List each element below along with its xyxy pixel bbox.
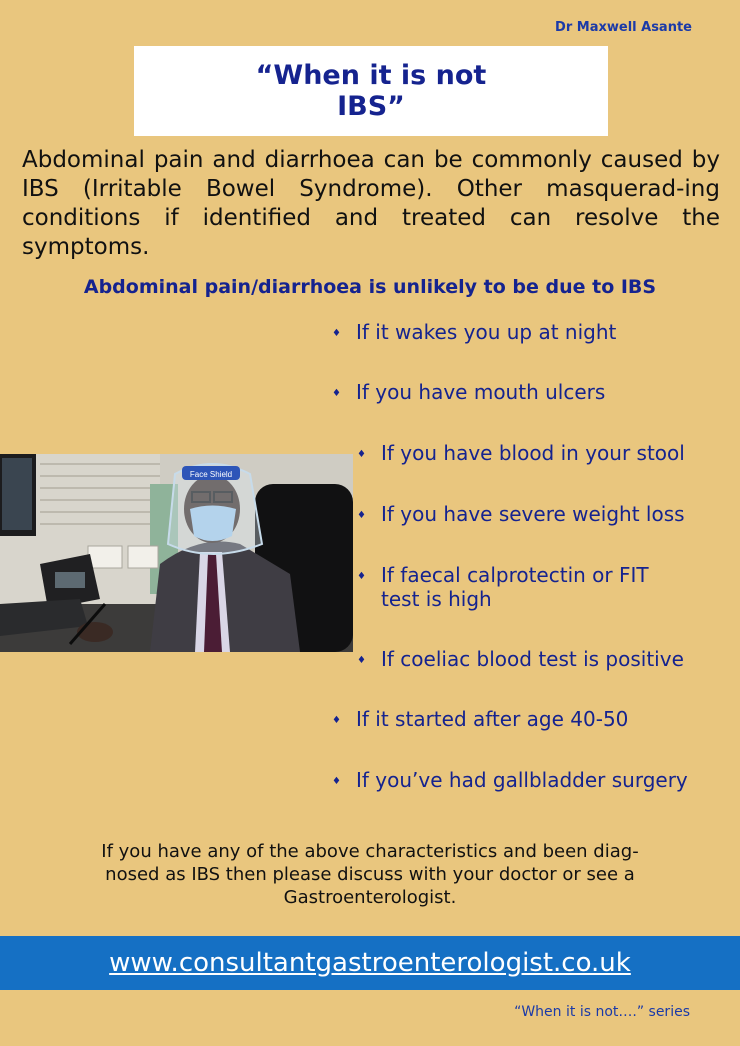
diamond-icon: ♦ (332, 715, 341, 726)
title-box (134, 46, 608, 136)
list-item-text: If it wakes you up at night (356, 320, 617, 344)
face-shield-label: Face Shield (189, 470, 233, 479)
list-item-text: If it started after age 40-50 (356, 707, 629, 731)
list-item (357, 441, 685, 469)
closing-line-1: If you have any of the above characteristics and been diag- (101, 841, 639, 862)
list-item (332, 380, 605, 408)
list-item-text: If you have severe weight loss (381, 502, 685, 526)
diamond-icon: ♦ (332, 328, 341, 339)
list-item-text: If coeliac blood test is positive (381, 647, 684, 671)
closing-line-2: nosed as IBS then please discuss with your doctor or see a (105, 864, 635, 885)
list-item (332, 768, 688, 796)
list-item (357, 502, 685, 530)
diamond-icon: ♦ (332, 776, 341, 787)
diamond-icon: ♦ (357, 655, 366, 666)
list-item-text: If you have mouth ulcers (356, 380, 606, 404)
list-item (332, 707, 628, 735)
diamond-icon: ♦ (357, 449, 366, 460)
list-item (332, 320, 616, 348)
author-name: Dr Maxwell Asante (555, 20, 692, 35)
diamond-icon: ♦ (357, 510, 366, 521)
series-label: “When it is not….” series (514, 1004, 690, 1020)
list-item (357, 563, 649, 611)
list-item-text (381, 563, 649, 611)
list-item-line-1: If faecal calprotectin or FIT (381, 563, 649, 587)
list-item (357, 647, 684, 675)
closing-paragraph (40, 840, 700, 909)
diamond-icon: ♦ (332, 388, 341, 399)
website-link[interactable]: www.consultantgastroenterologist.co.uk (109, 948, 631, 978)
doctor-photo-illustration (0, 454, 353, 652)
title-line-2: IBS” (337, 91, 405, 122)
title-line-1: “When it is not (255, 60, 487, 91)
closing-line-3: Gastroenterologist. (283, 887, 457, 908)
list-item-text: If you have blood in your stool (381, 441, 685, 465)
list-item-line-2: test is high (381, 587, 492, 611)
website-banner (0, 936, 740, 990)
doctor-photo (0, 454, 353, 652)
list-item-text: If you’ve had gallbladder surgery (356, 768, 688, 792)
subheading: Abdominal pain/diarrhoea is unlikely to be due to IBS (83, 276, 657, 298)
intro-paragraph: Abdominal pain and diarrhoea can be commonly caused by IBS (Irritable Bowel Syndrome). Other masquerad-ing conditions if identified and treated can resolve the symptoms. (22, 147, 720, 260)
diamond-icon: ♦ (357, 571, 366, 582)
